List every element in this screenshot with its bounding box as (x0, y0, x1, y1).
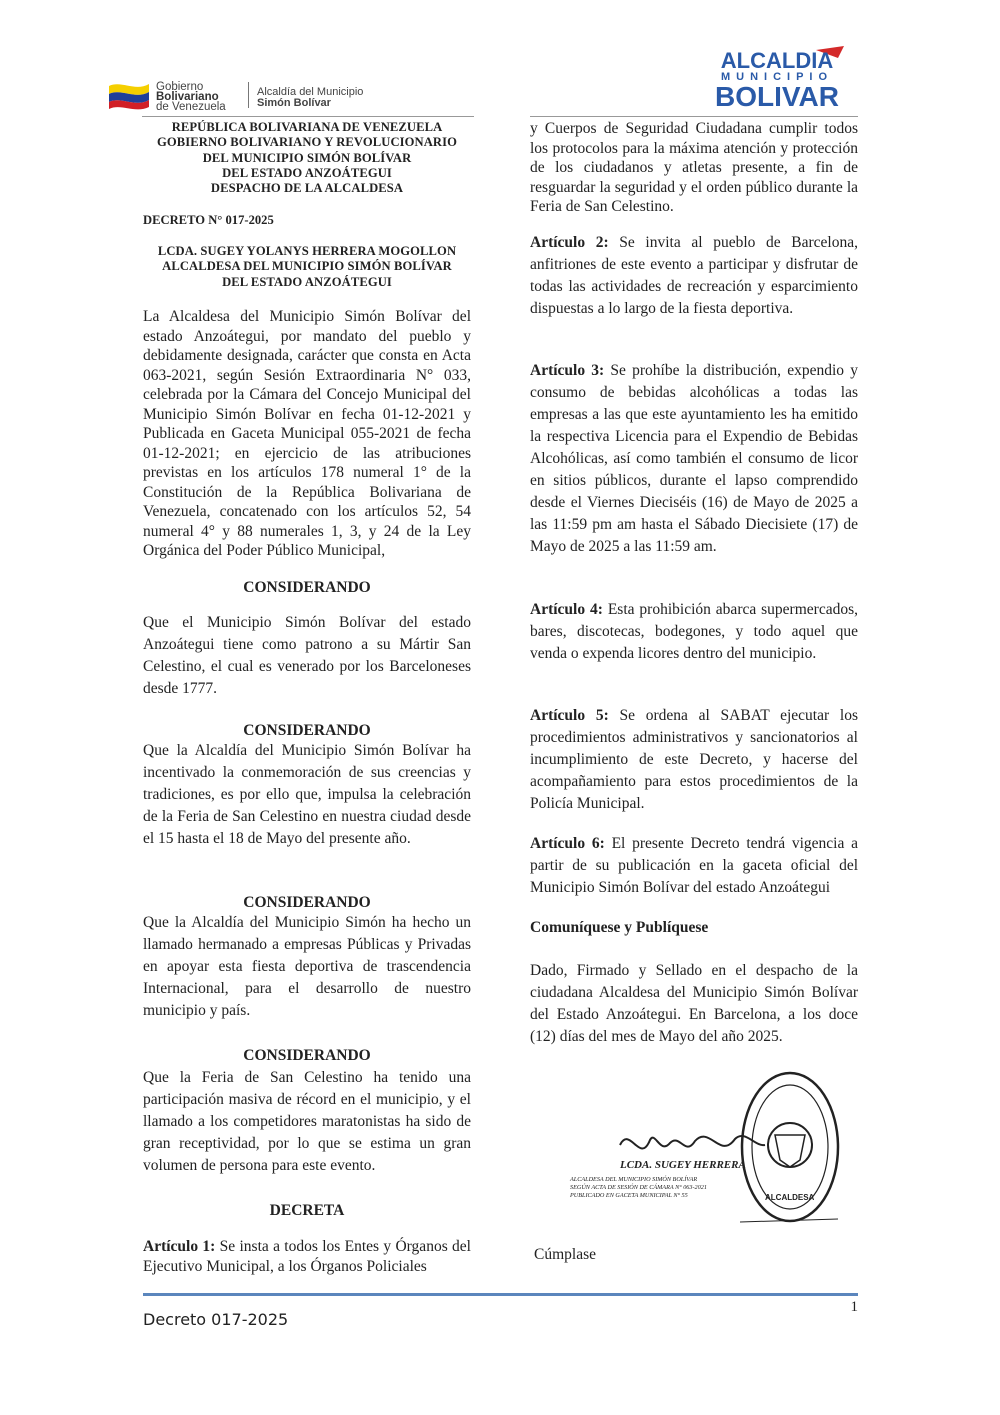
footer-doc-label: Decreto 017-2025 (143, 1310, 289, 1329)
preamble: La Alcaldesa del Municipio Simón Bolívar del estado Anzoátegui, por mandato del pueblo y debidamente designada, carácter que consta en Acta 063-2021, según Sesión Extraordinaria N° 033, celebrada por la Cámara del Concejo Municipal del Municipio Simón Bolívar en fecha 01-12-2021 y Publicada en Gaceta Municipal 055-2021 de fecha 01-12-2021; en ejercicio de las atribuciones previstas en los artículos 178 numeral 1° de la Constitución de la República Bolivariana de Venezuela, concatenado con los artículos 52, 54 numeral 4° y 88 numerales 1, 3, y 24 de la Ley Orgánica del Poder Público Municipal, (143, 308, 471, 559)
considerando-heading-2: CONSIDERANDO (243, 722, 371, 739)
article-2-label: Artículo 2: (530, 234, 609, 251)
stamp-label: ALCALDESA (765, 1193, 815, 1202)
alcaldia-small-logo-text (257, 87, 363, 109)
title-line5: DESPACHO DE LA ALCALDESA (210, 181, 404, 196)
author-line1: LCDA. SUGEY YOLANYS HERRERA MOGOLLON (157, 244, 457, 258)
title-line1: REPÚBLICA BOLIVARIANA DE VENEZUELA (171, 120, 443, 134)
cumplase: Cúmplase (534, 1246, 596, 1263)
gobierno-bolivariano-logo-text (156, 82, 226, 112)
article-3-label: Artículo 3: (530, 362, 605, 379)
signature-name: LCDA. SUGEY HERRERA (620, 1159, 746, 1171)
header-rule-left (142, 116, 474, 117)
author-line2: ALCALDESA DEL MUNICIPIO SIMÓN BOLÍVAR (162, 259, 452, 274)
title-block (143, 120, 471, 196)
considerando-text-1: Que el Municipio Simón Bolívar del estado Anzoátegui tiene como patrono a su Mártir San Celestino, el cual es venerado por los Barceloneses desde 1777. (143, 614, 471, 697)
seal-inner-ring (752, 1085, 828, 1209)
considerando-text-3: Que la Alcaldía del Municipio Simón ha hecho un llamado hermanado a empresas Públicas y Privadas en apoyar esta fiesta deportiva de trascendencia Internacional, para el desarrollo de nuestro municipio y país. (143, 914, 471, 1019)
seal-coat-of-arms-icon (768, 1123, 812, 1167)
article-4-label: Artículo 4: (530, 601, 603, 618)
article-3 (530, 360, 858, 558)
author-block (143, 244, 471, 290)
gov-line2: Bolivariano (156, 91, 219, 103)
title-line4: DEL ESTADO ANZOÁTEGUI (222, 165, 392, 180)
article-1-text: Se insta a todos los Entes y Órganos del Ejecutivo Municipal, a los Órganos Policiales (143, 1238, 471, 1275)
article-3-text: Se prohíbe la distribución, expendio y consumo de bebidas alcohólicas a todas las empresas a las que este ayuntamiento les ha emitido la respectiva Licencia para el Expendio de Bebidas Alcohólicas, así como también el consumo de licor en sitios públicos, durante el lapso comprendido desde el Viernes Dieciséis (16) de Mayo de 2025 a las 11:59 pm am hasta el Sábado Diecisiete (17) de Mayo de 2025 a las 11:59 am. (530, 362, 858, 555)
article-1 (143, 1237, 471, 1276)
article-5-text: Se ordena al SABAT ejecutar los procedimientos administrativos y sancionatorios al incumplimiento de este Decreto, y hacerse del acompañamiento para estos procedimientos de la Policía Municipal. (530, 707, 858, 812)
alc-line1: Alcaldía del Municipio (257, 86, 364, 98)
footer-rule (143, 1293, 858, 1296)
signature-role-1: ALCALDESA DEL MUNICIPIO SIMÓN BOLÍVAR (570, 1176, 698, 1183)
article-6 (530, 833, 858, 899)
considerando-text-4: Que la Feria de San Celestino ha tenido una participación masiva de récord en el municipio, y el llamado a los competidores maratonistas ha sido de gran receptividad, por lo que se estima un gran volumen de persona para este evento. (143, 1069, 471, 1174)
article-2 (530, 232, 858, 320)
article-4 (530, 599, 858, 665)
gov-line3: de Venezuela (156, 101, 226, 113)
title-line2: GOBIERNO BOLIVARIANO Y REVOLUCIONARIO (156, 135, 458, 150)
signature-role-2: SEGÚN ACTA DE SESIÓN DE CÁMARA N° 063-2021 (570, 1184, 707, 1191)
alcaldia-bolivar-logo (692, 46, 862, 110)
header-rule-right (530, 116, 858, 117)
logo-bottom-text: BOLIVAR (715, 81, 839, 110)
considerando-heading-1: CONSIDERANDO (243, 579, 371, 596)
comuniquese: Comuníquese y Publíquese (530, 919, 709, 936)
page-number: 1 (850, 1299, 858, 1315)
considerando-heading-4: CONSIDERANDO (243, 1047, 371, 1064)
alc-line2: Simón Bolívar (257, 97, 331, 109)
article-5 (530, 705, 858, 815)
signature-and-seal (560, 1065, 860, 1230)
article-6-label: Artículo 6: (530, 835, 605, 852)
article-5-label: Artículo 5: (530, 707, 609, 724)
logo-mid-text: MUNICIPIO (720, 71, 834, 83)
title-line3: DEL MUNICIPIO SIMÓN BOLÍVAR (202, 150, 412, 165)
logo-top-text: ALCALDIA (720, 48, 834, 73)
logo-divider (248, 82, 249, 108)
article-4-text: Esta prohibición abarca supermercados, bares, discotecas, bodegones, y todo aquel que venda o expenda licores dentro del municipio. (530, 601, 858, 662)
venezuela-flag-icon (107, 80, 151, 110)
decree-number: DECRETO N° 017-2025 (143, 213, 274, 227)
considerando-heading-3: CONSIDERANDO (243, 894, 371, 911)
article-2-text: Se invita al pueblo de Barcelona, anfitriones de este evento a participar y disfrutar de todas las actividades de recreación y esparcimiento dispuestas a lo largo de la fiesta deportiva. (530, 234, 858, 317)
author-line3: DEL ESTADO ANZOÁTEGUI (222, 274, 392, 289)
article-6-text: El presente Decreto tendrá vigencia a partir de su publicación en la gaceta oficial del Municipio Simón Bolívar del estado Anzoátegui (530, 835, 859, 896)
article-1-label: Artículo 1: (143, 1238, 216, 1255)
considerando-text-2: Que la Alcaldía del Municipio Simón Bolívar ha incentivado la conmemoración de sus creencias y tradiciones, es por ello que, impulsa la celebración de la Feria de San Celestino en nuestra ciudad desde el 15 hasta el 18 de Mayo del presente año. (143, 742, 471, 847)
gov-line1: Gobierno (156, 81, 204, 93)
article-1-continued: y Cuerpos de Seguridad Ciudadana cumplir todos los protocolos para la máxima atención y protección de los ciudadanos y atletas presente, a fin de resguardar la seguridad y el orden público durante la Feria de San Celestino. (530, 120, 858, 215)
decreta-heading: DECRETA (269, 1202, 345, 1219)
closing-paragraph: Dado, Firmado y Sellado en el despacho de la ciudadana Alcaldesa del Municipio Simón Bolívar del Estado Anzoátegui. En Barcelona, a los doce (12) días del mes de Mayo del año 2025. (530, 962, 858, 1045)
signature-role-3: PUBLICADO EN GACETA MUNICIPAL N° 55 (570, 1192, 688, 1199)
